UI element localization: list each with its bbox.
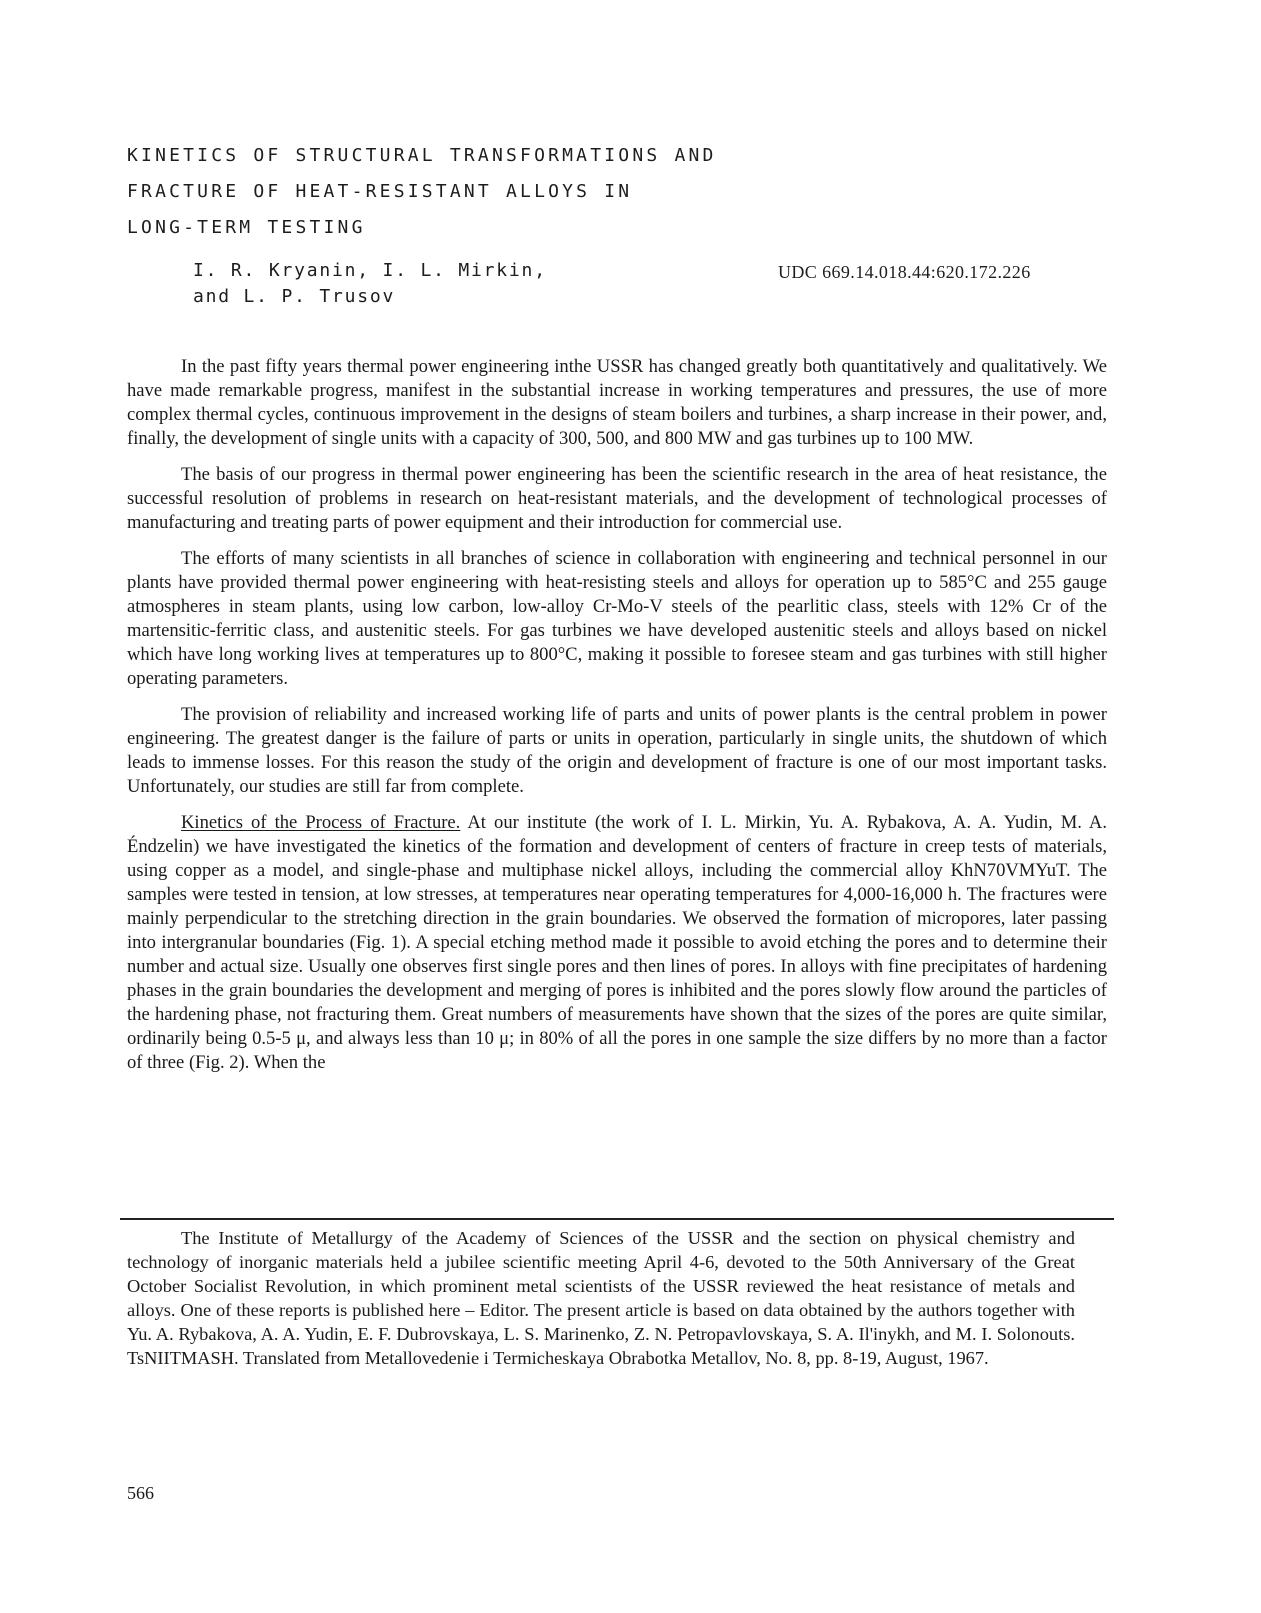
editorial-footnote: The Institute of Metallurgy of the Academy of Sciences of the USSR and the section on physical chemistry and technology of inorganic materials held a jubilee scientific meeting April 4-6, devoted to the 50th Anniversary of the Great October Socialist Revolution, in which prominent metal scientists of the USSR reviewed the heat resistance of metals and alloys. One of these reports is published here – Editor. The present article is based on data obtained by the authors together with Yu. A. Rybakova, A. A. Yudin, E. F. Dubrovskaya, L. S. Marinenko, Z. N. Petropavlovskaya, S. A. Il'inykh, and M. I. Solonouts. TsNIITMASH. Translated from Metallovedenie i Termicheskaya Obrabotka Metallov, No. 8, pp. 8-19, August, 1967. — [127, 1228, 1075, 1368]
section-heading: Kinetics of the Process of Fracture. — [181, 812, 461, 833]
section-paragraph — [127, 811, 1107, 1075]
author-line-1: I. R. Kryanin, I. L. Mirkin, — [193, 260, 547, 281]
title-line-1: KINETICS OF STRUCTURAL TRANSFORMATIONS AND — [127, 145, 717, 166]
udc-code: UDC 669.14.018.44:620.172.226 — [778, 262, 1031, 282]
body-paragraph-4: The provision of reliability and increased working life of parts and units of power plants is the central problem in power engineering. The greatest danger is the failure of parts or units in operation, particularly in single units, the shutdown of which leads to immense losses. For this reason the study of the origin and development of fracture is one of our most important tasks. Unfortunately, our studies are still far from complete. — [127, 704, 1107, 797]
body-paragraph-1: In the past fifty years thermal power engineering inthe USSR has changed greatly both quantitatively and qualitatively. We have made remarkable progress, manifest in the substantial increase in working temperatures and pressures, the use of more complex thermal cycles, continuous improvement in the designs of steam boilers and turbines, a sharp increase in their power, and, finally, the development of single units with a capacity of 300, 500, and 800 MW and gas turbines up to 100 MW. — [127, 356, 1107, 449]
title-line-2: FRACTURE OF HEAT-RESISTANT ALLOYS IN — [127, 181, 633, 202]
body-paragraph-3: The efforts of many scientists in all branches of science in collaboration with engineering and technical personnel in our plants have provided thermal power engineering with heat-resisting steels and alloys for operation up to 585°C and 255 gauge atmospheres in steam plants, using low carbon, low-alloy Cr-Mo-V steels of the pearlitic class, steels with 12% Cr of the martensitic-ferritic class, and austenitic steels. For gas turbines we have developed austenitic steels and alloys based on nickel which have long working lives at temperatures up to 800°C, making it possible to foresee steam and gas turbines with still higher operating parameters. — [127, 548, 1107, 689]
body-paragraph-2: The basis of our progress in thermal power engineering has been the scientific research in the area of heat resistance, the successful resolution of problems in research on heat-resistant materials, and the development of technological processes of manufacturing and treating parts of power equipment and their introduction for commercial use. — [127, 464, 1107, 533]
section-text: At our institute (the work of I. L. Mirkin, Yu. A. Rybakova, A. A. Yudin, M. A. Éndzelin) we have investigated the kinetics of the formation and development of centers of fracture in creep tests of materials, using copper as a model, and single-phase and multiphase nickel alloys, including the commercial alloy KhN70VMYuT. The samples were tested in tension, at low stresses, at temperatures near operating temperatures for 4,000-16,000 h. The fractures were mainly perpendicular to the stretching direction in the grain boundaries. We observed the formation of micropores, later passing into intergranular boundaries (Fig. 1). A special etching method made it possible to avoid etching the pores and to determine their number and actual size. Usually one observes first single pores and then lines of pores. In alloys with fine precipitates of hardening phases in the grain boundaries the development and merging of pores is inhibited and the pores slowly flow around the particles of the hardening phase, not fracturing them. Great numbers of measurements have shown that the sizes of the pores are quite similar, ordinarily being 0.5-5 μ, and always less than 10 μ; in 80% of all the pores in one sample the size differs by no more than a factor of three (Fig. 2). When the — [127, 812, 1107, 1073]
author-line-2: and L. P. Trusov — [193, 286, 396, 307]
author-list — [193, 258, 547, 310]
article-body — [127, 355, 1107, 1087]
page-number: 566 — [127, 1483, 154, 1503]
footnote-divider — [120, 1218, 1114, 1220]
article-title — [127, 138, 887, 246]
title-line-3: LONG-TERM TESTING — [127, 217, 366, 238]
